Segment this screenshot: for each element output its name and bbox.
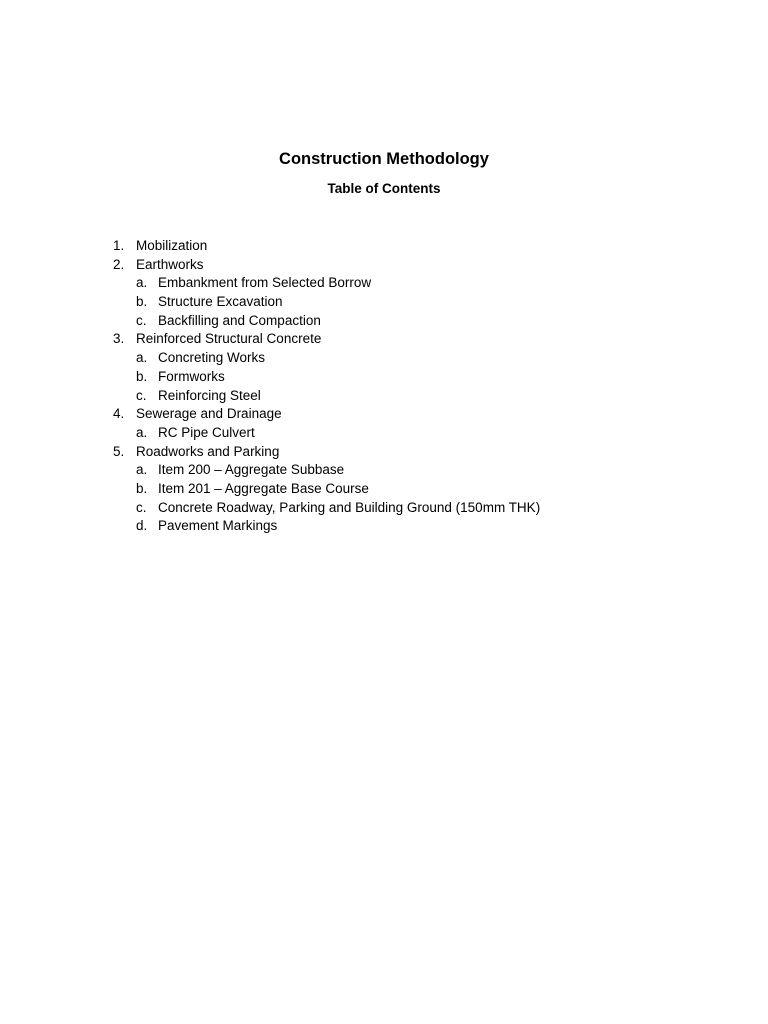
- toc-subitem: [0, 480, 768, 499]
- document-title: Construction Methodology: [279, 150, 489, 168]
- toc-item-earthworks: [0, 256, 768, 275]
- toc-item-label: Earthworks: [136, 256, 204, 272]
- toc-subitem: [0, 517, 768, 536]
- toc-subitem-letter: a.: [136, 424, 148, 440]
- toc-item-number: 4.: [113, 406, 125, 422]
- toc-subitem-label: Backfilling and Compaction: [158, 312, 321, 328]
- toc-item-number: 2.: [113, 256, 125, 272]
- toc-subitem-label: Concreting Works: [158, 350, 266, 366]
- toc-item-label: Roadworks and Parking: [136, 443, 280, 459]
- toc-subitem-letter: a.: [136, 350, 148, 366]
- toc-subitem-letter: b.: [136, 294, 148, 310]
- toc-item-reinforced-structural-concrete: [0, 330, 768, 349]
- toc-subitem-label: Item 200 – Aggregate Subbase: [158, 462, 345, 478]
- toc-subitem-label: Embankment from Selected Borrow: [158, 275, 372, 291]
- toc-subitem-label: Item 201 – Aggregate Base Course: [158, 480, 369, 496]
- toc-item-number: 3.: [113, 331, 125, 347]
- toc-item-number: 5.: [113, 443, 125, 459]
- toc-subitem-letter: c.: [136, 499, 147, 515]
- toc-subitem: [0, 368, 768, 387]
- table-of-contents: [0, 237, 768, 536]
- toc-subitem: [0, 424, 768, 443]
- toc-subitem-letter: b.: [136, 480, 148, 496]
- toc-subitem-label: Concrete Roadway, Parking and Building Ground (150mm THK): [158, 499, 541, 515]
- toc-subitem: [0, 499, 768, 518]
- toc-subitem-label: RC Pipe Culvert: [158, 424, 255, 440]
- toc-subitem: [0, 312, 768, 331]
- toc-subitem-label: Reinforcing Steel: [158, 387, 261, 403]
- toc-subitem-letter: d.: [136, 518, 148, 534]
- toc-item-label: Reinforced Structural Concrete: [136, 331, 322, 347]
- toc-subitem-label: Pavement Markings: [158, 518, 278, 534]
- toc-item-roadworks-and-parking: [0, 443, 768, 462]
- toc-subitem-letter: a.: [136, 275, 148, 291]
- toc-item-sewerage-and-drainage: [0, 405, 768, 424]
- toc-item-label: Sewerage and Drainage: [136, 406, 282, 422]
- toc-item-mobilization: [0, 237, 768, 256]
- toc-subitem: [0, 461, 768, 480]
- toc-item-number: 1.: [113, 238, 125, 253]
- toc-subitem-label: Formworks: [158, 368, 225, 384]
- toc-subitem: [0, 293, 768, 312]
- toc-subitem: [0, 349, 768, 368]
- toc-subitem: [0, 387, 768, 406]
- toc-subitem-letter: c.: [136, 312, 147, 328]
- toc-subitem-letter: a.: [136, 462, 148, 478]
- toc-item-label: Mobilization: [136, 238, 208, 253]
- toc-heading: Table of Contents: [327, 181, 441, 196]
- toc-subitem: [0, 274, 768, 293]
- toc-subitem-letter: c.: [136, 387, 147, 403]
- toc-subitem-letter: b.: [136, 368, 148, 384]
- toc-subitem-label: Structure Excavation: [158, 294, 283, 310]
